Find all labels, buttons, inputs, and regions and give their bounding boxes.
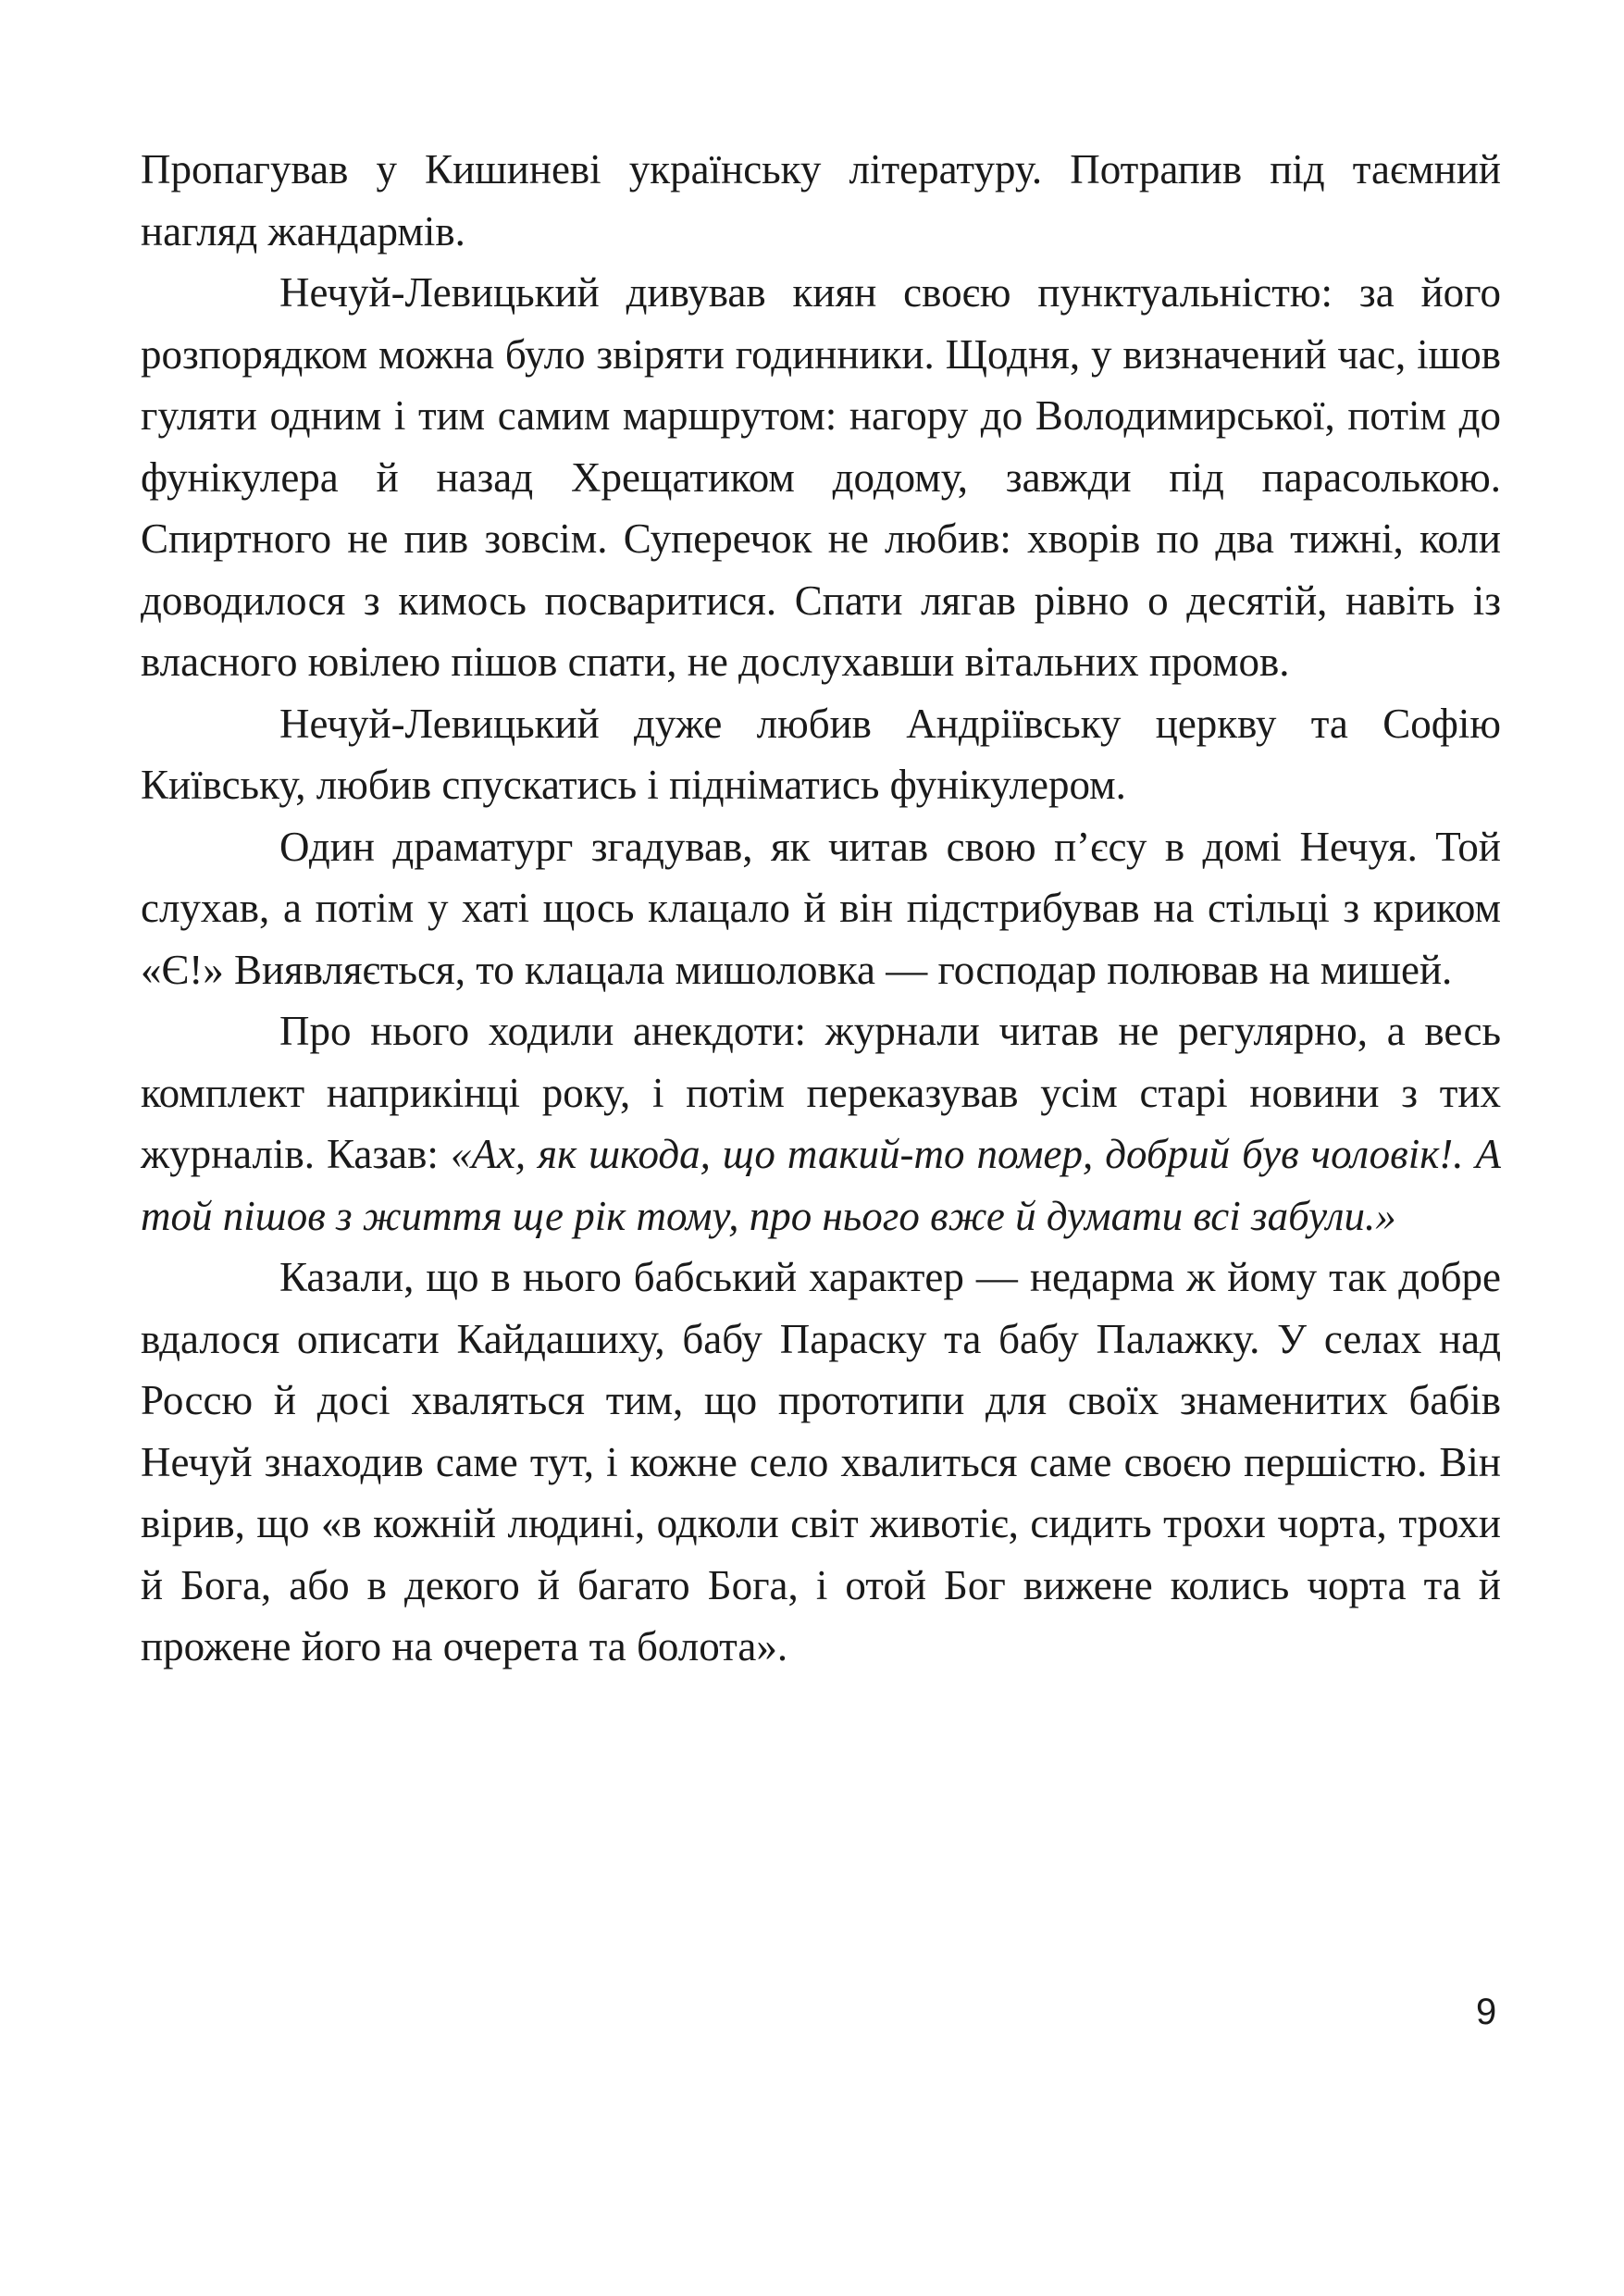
paragraph-anecdotes [141, 1000, 1501, 1247]
anecdotes-text: Про нього ходили анекдоти: журнали читав не регулярно, а весь комплект наприкінці року, і потім переказував усім старі новини з тих журналів. Казав: [141, 1008, 1501, 1177]
paragraph-punctuality: Нечуй-Левицький дивував киян своєю пунктуальністю: за його розпорядком можна було звіряти годинники. Щодня, у визначений час, ішов гуляти одним і тим самим маршрутом: нагору до Володимирської, потім до фунікулера й назад Хрещатиком додому, завжди під парасолькою. Спиртного не пив зовсім. Суперечок не любив: хворів по два тижні, коли доводилося з кимось посваритися. Спати лягав рівно о десятій, навіть із власного ювілею пішов спати, не дослухавши вітальних промов. [141, 269, 1501, 685]
paragraph-kishinev: Пропагував у Кишиневі українську літературу. Потрапив під таємний нагляд жандармів. [141, 146, 1501, 254]
paragraph-character: Казали, що в нього бабський характер — недарма ж йому так добре вдалося описати Кайдашиху, бабу Параску та бабу Палажку. У селах над Россю й досі хваляться тим, що прототипи для своїх знаменитих бабів Нечуй знаходив саме тут, і кожне село хвалиться саме своєю першістю. Він вірив, що «в кожній людині, одколи світ животіє, сидить трохи чорта, трохи й Бога, або в декого й багато Бога, і отой Бог вижене колись чорта та й прожене його на очерета та болота». [141, 1254, 1501, 1669]
body-text [141, 139, 1501, 1678]
paragraph-mousetrap: Один драматург згадував, як читав свою п’єсу в домі Нечуя. Той слухав, а потім у хаті щось клацало й він підстрибував на стільці з криком «Є!» Виявляється, то клацала мишоловка — господар полював на мишей. [141, 823, 1501, 993]
anecdotes-quote: «Ах, як шкода, що такий-то помер, добрий був чоловік!. А той пішов з життя ще рік тому, про нього вже й думати всі забули.» [141, 1131, 1501, 1239]
page-number: 9 [1476, 1992, 1497, 2032]
paragraph-churches: Нечуй-Левицький дуже любив Андріївську церкву та Софію Київську, любив спускатись і підніматись фунікулером. [141, 700, 1501, 808]
